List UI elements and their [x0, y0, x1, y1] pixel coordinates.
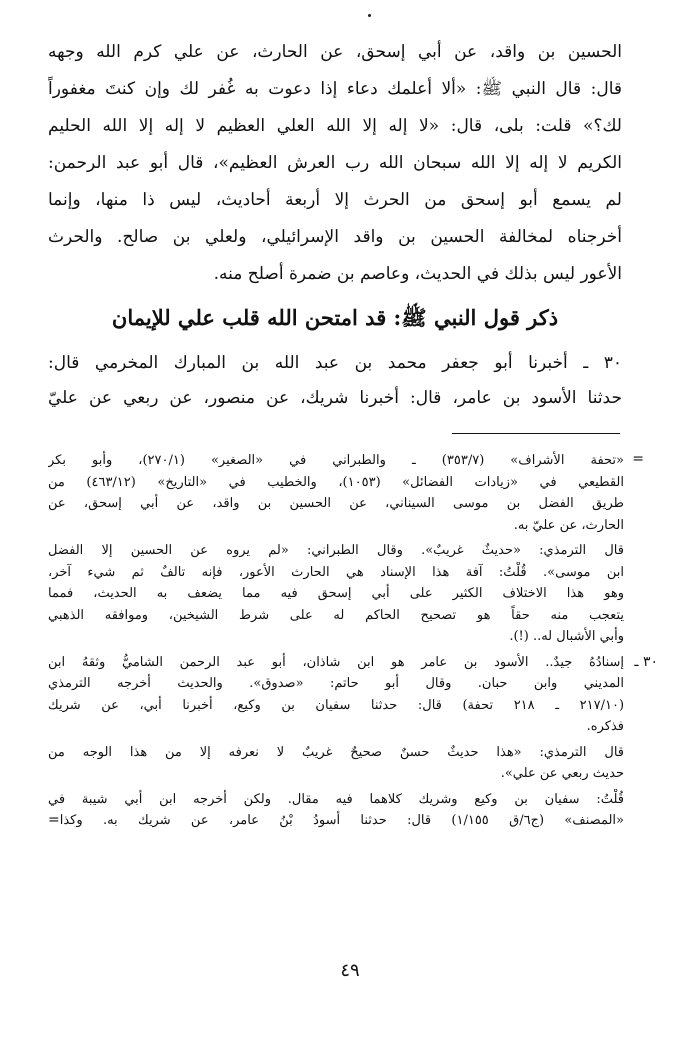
footnote-line: إسنادُهُ جيدٌ.. الأسود بن عامر هو ابن شاذان، أبو عبد الرحمن الشاميُّ وثقهُ ابن: [48, 654, 624, 670]
footnote-number: ٣٠ ـ: [634, 653, 658, 670]
footnote-tirmidhi: [48, 540, 624, 648]
footnote-continue-mark: =: [632, 451, 644, 467]
main-text: [48, 34, 622, 293]
main-line: الكريم لا إله إلا الله سبحان الله رب العرش العظيم»، قال أبو عبد الرحمن:: [48, 153, 622, 173]
footnote-line: ابن موسى». قُلْتُ: آفة هذا الإسناد هي الحارث الأعور، فإنه تالفٌ ثم شيء آخر،: [48, 564, 624, 580]
footnote-line-text: «المصنف» (ج٦/ق ١/١٥٥) قال: حدثنا أسودُ بْنُ عامر، عن شريك به. وكذا: [59, 813, 624, 828]
footnote-line: قال الترمذي: «هذا حديثٌ حسنٌ صحيحٌ غريبٌ لا نعرفه إلا من هذا الوجه من: [48, 744, 624, 760]
printer-dot: [368, 14, 371, 17]
footnote-line: وهو هذا الاختلاف الكثير على أبي إسحق فيه مما يضعف به الحديث، فمما: [48, 586, 624, 601]
footnote-line: الحارث، عن عليّ به.: [513, 517, 624, 533]
footnotes: [48, 450, 658, 832]
footnote-end-mark: =: [48, 812, 60, 828]
footnote-line: قُلْتُ: سفيان بن وكيع وشريك كلاهما فيه مقال. ولكن أخرجه ابن أبي شيبة في: [48, 791, 624, 807]
footnote-line: فذكره.: [586, 719, 624, 734]
footnote-30-tirmidhi: [48, 742, 624, 785]
footnote-line: «تحفة الأشراف» (٣٥٣/٧) ـ والطبراني في «الصغير» (٢٧٠/١)، وأبو بكر: [48, 453, 624, 468]
footnote-line: طريق الفضل بن موسى السيناني، عن الحسين بن واقد، عن أبي إسحق، عن: [48, 496, 624, 511]
footnote-prev: [48, 450, 624, 536]
footnote-30-qultu: [48, 789, 624, 832]
footnote-line: قال الترمذي: «حديثٌ غريبٌ». وقال الطبراني: «لم يروه عن الحسين إلا الفضل: [48, 543, 624, 558]
footnote-line: [48, 810, 624, 832]
footnote-30: [48, 652, 658, 738]
main-line: لك؟» قلت: بلى، قال: «لا إله إلا الله العلي العظيم لا إله إلا الله الحليم: [48, 116, 622, 136]
footnote-line: المديني وابن حبان. وقال أبو حاتم: «صدوق». والحديث أخرجه الترمذي: [48, 676, 624, 691]
footnote-line: (٢١٧/١٠ ـ ٢١٨ تحفة) قال: حدثنا سفيان بن وكيع، أخبرنا أبي، عن شريك: [48, 697, 624, 713]
footnote-line: يتعجب منه حقاً هو تصحيح الحاكم له على شرط الشيخين، وموافقه الذهبي: [48, 607, 624, 623]
footnote-separator: [452, 433, 620, 434]
main-line: الأعور ليس بذلك في الحديث، وعاصم بن ضمرة أصلح منه.: [213, 264, 622, 284]
footnote-line: وأبي الأشبال له.. (!).: [509, 629, 624, 644]
hadith-line: حدثنا الأسود بن عامر، قال: أخبرنا شريك، عن منصور، عن ربعي عن عليّ: [48, 388, 622, 408]
page-number: ٤٩: [340, 960, 360, 981]
main-line: الحسين بن واقد، عن أبي إسحق، عن الحارث، عن علي كرم الله وجهه: [48, 42, 622, 62]
footnote-line: حديث ربعي عن علي».: [500, 766, 624, 781]
main-line: قال: قال النبي ﷺ: «ألا أعلمك دعاء إذا دعوت به غُفر لك وإن كنتَ مغفوراً: [48, 79, 622, 99]
main-line: أخرجناه لمخالفة الحسين بن واقد الإسرائيلي، ولعلي بن صالح. والحرث: [48, 227, 622, 247]
hadith-line: ٣٠ ـ أخبرنا أبو جعفر محمد بن عبد الله بن المبارك المخرمي قال:: [48, 353, 622, 373]
hadith-30: [48, 346, 622, 416]
main-line: لم يسمع أبو إسحق من الحرث إلا أربعة أحاديث، ليس ذا منها، وإنما: [48, 190, 622, 210]
section-heading: ذكر قول النبي ﷺ: قد امتحن الله قلب علي للإيمان: [111, 305, 559, 330]
footnote-line: القطيعي في «زيادات الفضائل» (١٠٥٣)، والخطيب في «التاريخ» (٤٦٣/١٢) من: [48, 474, 624, 490]
